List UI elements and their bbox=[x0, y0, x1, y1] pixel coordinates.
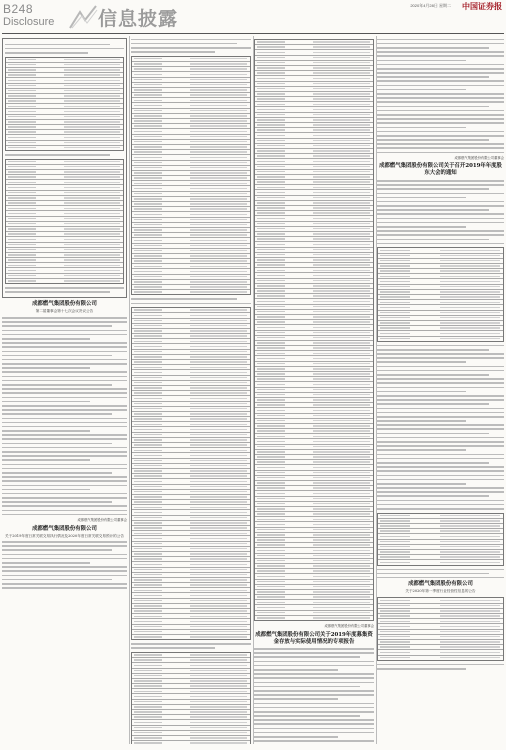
notice-signature: 成都燃气集团股份有限公司董事会 bbox=[77, 518, 127, 522]
notice-body bbox=[377, 180, 504, 244]
notice-body bbox=[254, 648, 374, 744]
notice-title: 成都燃气集团股份有限公司关于2019年度募集资金存放与实际使用情况的专项报告 bbox=[255, 631, 373, 645]
notice-subtitle: 关于2020年第一季度行业经营性信息的公告 bbox=[405, 589, 476, 594]
notice-body bbox=[377, 39, 504, 154]
column-4 bbox=[377, 36, 504, 744]
column-divider bbox=[129, 36, 130, 744]
notice-body bbox=[377, 345, 504, 510]
notice-title: 成都燃气集团股份有限公司 bbox=[408, 581, 473, 588]
column-2 bbox=[131, 36, 251, 744]
notice-body bbox=[2, 541, 127, 589]
masthead-rule bbox=[2, 33, 504, 34]
notice-title: 成都燃气集团股份有限公司 bbox=[32, 525, 97, 532]
notice-title: 成都燃气集团股份有限公司 bbox=[32, 301, 97, 308]
table-block bbox=[2, 38, 127, 298]
column-1 bbox=[2, 36, 127, 744]
column-3 bbox=[254, 36, 374, 744]
notice-subtitle: 关于2019年度日常关联交易执行情况及2020年度日常关联交易预计的公告 bbox=[5, 533, 124, 538]
notice-signature: 成都燃气集团股份有限公司董事会 bbox=[324, 624, 374, 628]
page-code: B248 bbox=[3, 2, 34, 16]
section-label-en: Disclosure bbox=[3, 16, 55, 28]
notice-signature: 成都燃气集团股份有限公司董事会 bbox=[454, 155, 504, 160]
masthead bbox=[0, 0, 506, 34]
notice-body bbox=[2, 317, 127, 515]
date-line: 2020年4月28日 星期二 bbox=[410, 3, 451, 8]
newspaper-brand: 中国证券报 bbox=[462, 1, 502, 11]
section-logo-icon bbox=[68, 4, 98, 30]
notice-subtitle: 第二届董事会第十七次会议决议公告 bbox=[35, 309, 94, 314]
notice-title: 成都燃气集团股份有限公司关于召开2019年年度股东大会的通知 bbox=[379, 163, 502, 177]
section-title: 信息披露 bbox=[98, 8, 179, 30]
